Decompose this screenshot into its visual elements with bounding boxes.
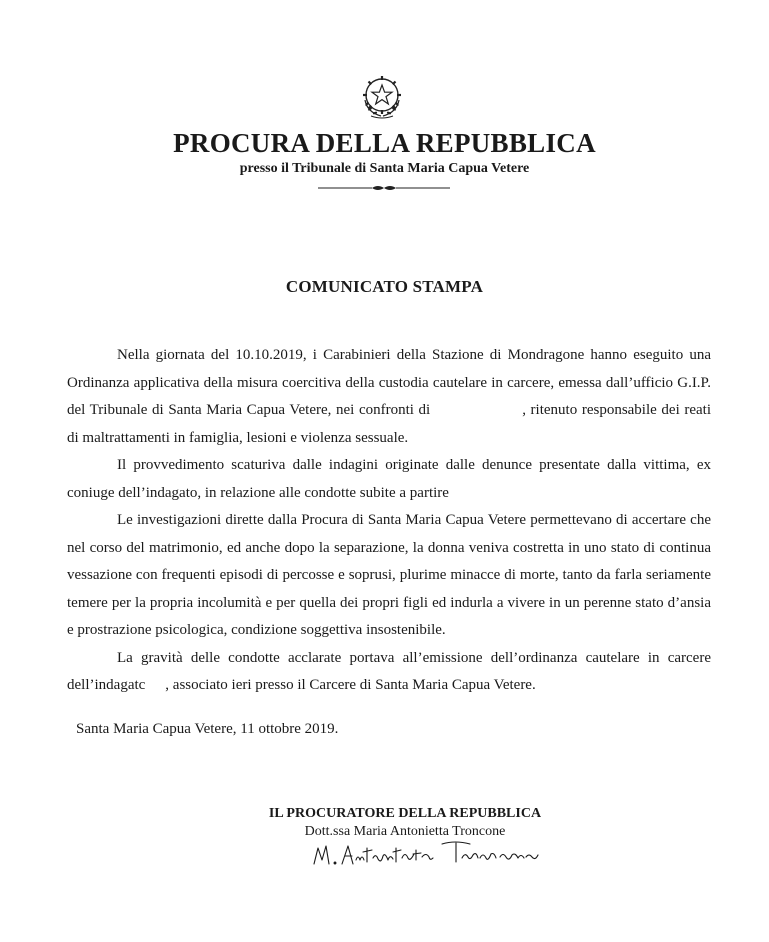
signer-name: Dott.ssa Maria Antonietta Troncone <box>304 824 506 839</box>
signer-role: IL PROCURATORE DELLA REPUBBLICA <box>268 806 542 821</box>
place-and-date: Santa Maria Capua Vetere, 11 ottobre 2019. <box>76 721 339 737</box>
paragraph-4 <box>67 645 711 700</box>
org-subtitle: presso il Tribunale di Santa Maria Capua Vetere <box>239 161 530 176</box>
ornamental-divider-icon <box>318 183 450 193</box>
paragraph-1 <box>67 342 711 452</box>
paragraph-2: Il provvedimento scaturiva dalle indagini originate dalle denunce presentate dalla vittima, ex coniuge dell’indagato, in relazione alle condotte subite a partire <box>67 457 711 501</box>
paragraph-1-part-a: Nella giornata del 10.10.2019, i Carabinieri della Stazione di Mondragone hanno eseguito una Ordinanza applicativa della misura coercitiva della custodia cautelare in carcere, emessa dall’ufficio G.I.P. del Tribunale di Santa Maria Capua Vetere, nei confronti di <box>67 347 711 418</box>
paragraph-1-part-b: , ritenuto responsabile dei reati di maltrattamenti in famiglia, lesioni e violenza sessuale. <box>67 402 711 446</box>
document-body <box>67 342 711 700</box>
org-title: PROCURA DELLA REPUBBLICA <box>173 128 596 158</box>
handwritten-signature <box>310 836 542 870</box>
paragraph-3: Le investigazioni dirette dalla Procura di Santa Maria Capua Vetere permettevano di accertare che nel corso del matrimonio, ed anche dopo la separazione, la donna veniva costretta in uno stato di continua vessazione con frequenti episodi di percosse e soprusi, plurime minacce di morte, tanto da farla seriamente temere per la propria incolumità e per quella dei propri figli ed indurla a vivere in un perenne stato d’ansia e prostrazione psicologica, condizione soggettiva insostenibile. <box>67 512 711 638</box>
document-title: COMUNICATO STAMPA <box>285 277 484 296</box>
paragraph-4-part-a: La gravità delle condotte acclarate portava all’emissione dell’ordinanza cautelare in carcere dell’indagatc <box>67 649 711 693</box>
italian-republic-emblem-icon <box>357 70 407 120</box>
paragraph-4-part-b: , associato ieri presso il Carcere di Santa Maria Capua Vetere. <box>165 677 536 693</box>
